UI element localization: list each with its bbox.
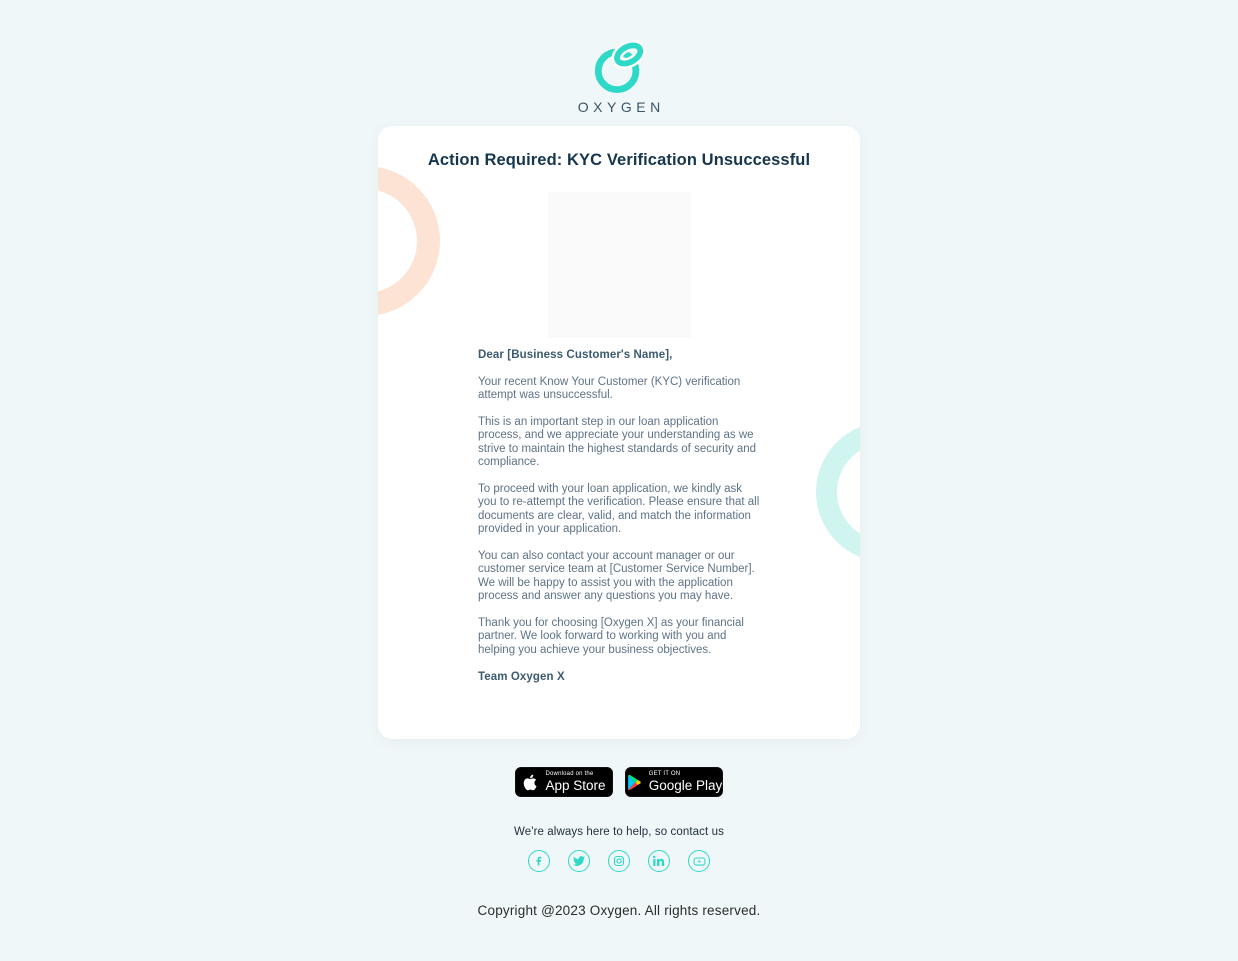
body-paragraph: You can also contact your account manager or our customer service team at [Customer Service Number]. We will be happy to assist you with the application process and answer any questions you may have. (478, 549, 755, 602)
google-play-badge[interactable] (625, 767, 723, 797)
instagram-icon[interactable] (608, 850, 630, 872)
email-body (478, 349, 760, 715)
body-paragraph: This is an important step in our loan application process, and we appreciate your understanding as we strive to maintain the highest standards of security and compliance. (478, 415, 757, 468)
body-paragraph: Thank you for choosing [Oxygen X] as your financial partner. We look forward to working with you and helping you achieve your business objectives. (478, 616, 744, 656)
apple-icon (522, 774, 539, 791)
greeting-line: Dear [Business Customer's Name], (478, 349, 673, 361)
body-paragraph: Your recent Know Your Customer (KYC) verification attempt was unsuccessful. (478, 375, 741, 401)
email-title: Action Required: KYC Verification Unsuccessful (427, 151, 811, 169)
linkedin-icon[interactable] (648, 850, 670, 872)
google-play-badge-tagline: GET IT ON (648, 771, 681, 778)
brand-logo (573, 40, 664, 115)
decorative-teal-ring (816, 422, 860, 562)
store-badges (515, 767, 723, 797)
youtube-icon[interactable] (688, 850, 710, 872)
brand-wordmark: OXYGEN (577, 99, 665, 115)
copyright-text: Copyright @2023 Oxygen. All rights reserved. (477, 903, 761, 918)
app-store-badge-tagline: Download on the (545, 771, 594, 778)
app-store-badge[interactable] (515, 767, 613, 797)
oxygen-logo-icon (592, 40, 646, 94)
email-card (378, 126, 860, 739)
app-store-badge-label: App Store (545, 778, 606, 794)
body-paragraph: To proceed with your loan application, we kindly ask you to re-attempt the verification. Please ensure that all documents are clear, valid, and match the information provided in your application. (478, 482, 760, 535)
twitter-icon[interactable] (568, 850, 590, 872)
contact-help-text: We're always here to help, so contact us (514, 826, 724, 838)
facebook-icon[interactable] (528, 850, 550, 872)
decorative-peach-ring (378, 166, 440, 316)
google-play-badge-label: Google Play (648, 778, 723, 794)
google-play-icon (626, 774, 643, 791)
hero-image-placeholder (548, 192, 691, 338)
social-links (528, 850, 710, 872)
signature-line: Team Oxygen X (478, 671, 565, 683)
